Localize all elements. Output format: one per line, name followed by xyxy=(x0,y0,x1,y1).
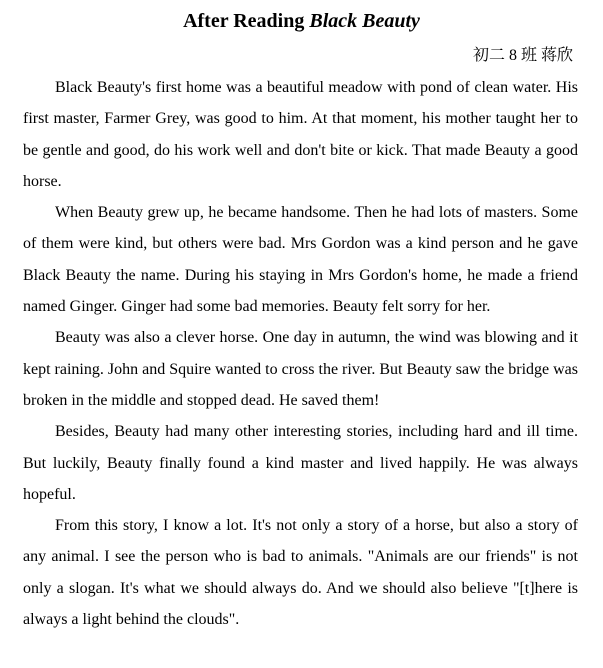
title-prefix: After Reading xyxy=(183,10,310,32)
title-book-name: Black Beauty xyxy=(309,10,420,32)
author-byline: 初二 8 班 蒋欣 xyxy=(472,47,573,64)
paragraph-3: Beauty was also a clever horse. One day in autumn, the wind was blowing and it kept raining. John and Squire wanted to cross the river. But Beauty saw the bridge was broken in the middle and stopped dead. He saved them! xyxy=(23,329,578,409)
paragraph-1: Black Beauty's first home was a beautiful meadow with pond of clean water. His first master, Farmer Grey, was good to him. At that moment, his mother taught her to be gentle and good, do his work well and don't bite or kick. That made Beauty a good horse. xyxy=(23,79,578,190)
paragraph-5: From this story, I know a lot. It's not only a story of a horse, but also a story of any animal. I see the person who is bad to animals. "Animals are our friends" is not only a slogan. It's what we should always do. And we should also believe "[t]here is always a light behind the clouds". xyxy=(23,517,578,629)
essay-body xyxy=(23,72,578,635)
document-title xyxy=(0,8,603,34)
paragraph-4: Besides, Beauty had many other interesting stories, including hard and ill time. But luckily, Beauty finally found a kind master and lived happily. He was always hopeful. xyxy=(23,423,578,503)
paragraph-2: When Beauty grew up, he became handsome. Then he had lots of masters. Some of them were kind, but others were bad. Mrs Gordon was a kind person and he gave Black Beauty the name. During his staying in Mrs Gordon's home, he made a friend named Ginger. Ginger had some bad memories. Beauty felt sorry for her. xyxy=(23,204,578,316)
